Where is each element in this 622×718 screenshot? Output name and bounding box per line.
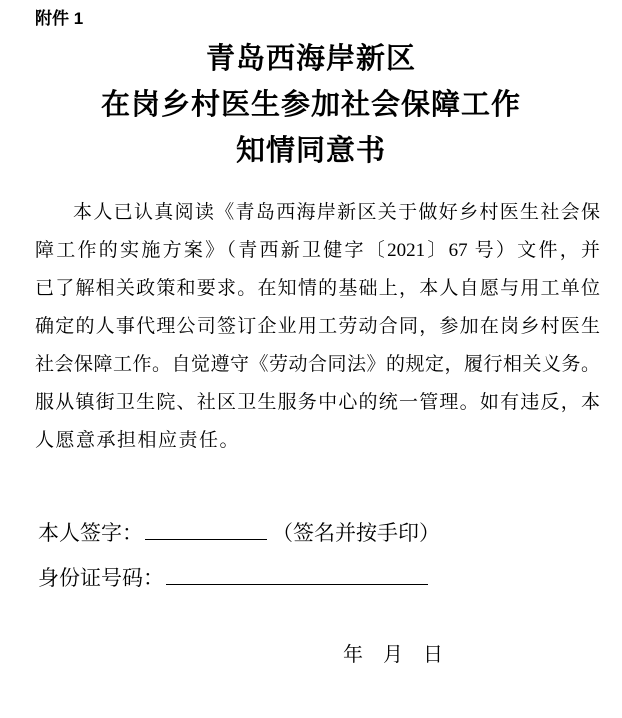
body-line: 本人已认真阅读《青岛西海岸新区关于做好乡村医生社会保 <box>73 202 600 223</box>
id-number-row <box>38 563 622 593</box>
body-line: 社会保障工作。自觉遵守《劳动合同法》的规定，履行相关义务。 <box>35 354 600 375</box>
signature-label: 本人签字： <box>38 521 143 545</box>
signature-blank-line <box>145 519 267 540</box>
id-number-blank-line <box>166 564 428 585</box>
title-line-subject: 在岗乡村医生参加社会保障工作 <box>100 89 521 121</box>
body-paragraph <box>35 194 600 460</box>
id-number-label: 身份证号码： <box>38 566 164 590</box>
date-line: 年 月 日 <box>343 644 443 666</box>
body-line: 确定的人事代理公司签订企业用工劳动合同，参加在岗乡村医生 <box>35 316 600 337</box>
signature-note: （签名并按手印） <box>272 521 440 545</box>
document-title <box>0 36 622 174</box>
attachment-label: 附件 1 <box>35 9 84 28</box>
signature-row <box>38 518 622 548</box>
title-line-region: 青岛西海岸新区 <box>205 43 416 75</box>
body-line: 已了解相关政策和要求。在知情的基础上，本人自愿与用工单位 <box>35 278 600 299</box>
body-line: 障工作的实施方案》（青西新卫健字〔2021〕67 号）文件，并 <box>35 240 600 261</box>
body-line: 服从镇街卫生院、社区卫生服务中心的统一管理。如有违反，本 <box>35 392 600 413</box>
title-line-doctype: 知情同意书 <box>235 135 386 167</box>
body-line: 人愿意承担相应责任。 <box>35 430 241 451</box>
